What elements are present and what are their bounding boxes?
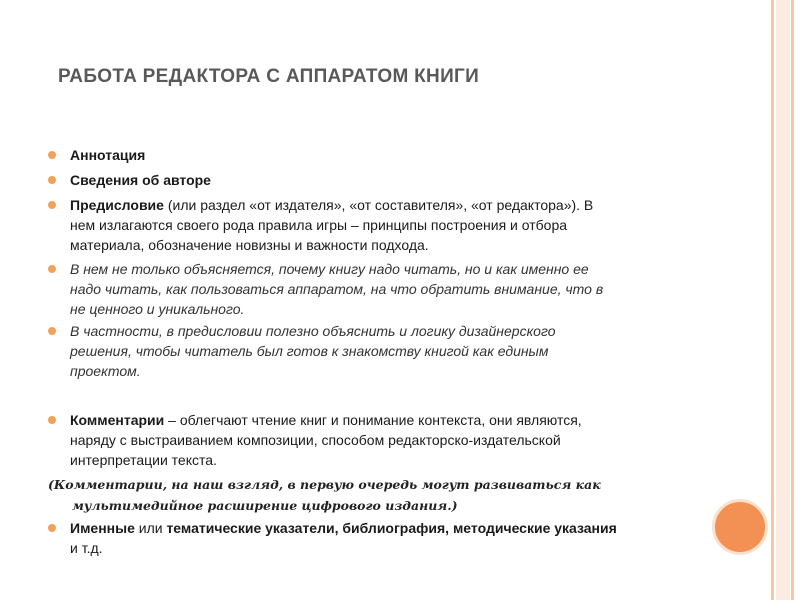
item-preface (70, 195, 593, 255)
bullet-icon (48, 176, 56, 184)
item-indexes (70, 518, 617, 558)
comments-line-3: интерпретации текста. (70, 452, 217, 468)
italic1-line-3: не ценного и уникального. (70, 301, 245, 317)
bullet-icon (48, 151, 56, 159)
indexes-line-1 (70, 518, 617, 538)
item-annotation (70, 145, 145, 165)
italic1-line-2: надо читать, как пользоваться аппаратом, на что обратить внимание, что в (70, 281, 604, 297)
italic2-line-2: решения, чтобы читатель был готов к знакомству книгой как единым (70, 343, 549, 359)
indexes-or: или (134, 520, 167, 536)
comments-line-1 (70, 410, 582, 430)
italic1-line-1: В нем не только объясняется, почему книгу надо читать, но и как именно ее (70, 261, 589, 277)
indexes-bold-1: Именные (70, 520, 135, 536)
author-label: Сведения об авторе (70, 172, 211, 188)
comments-note (48, 474, 698, 516)
stripe-middle (776, 0, 790, 600)
item-italic-1 (70, 259, 603, 319)
decorative-circle (712, 499, 768, 555)
indexes-line-2: и т.д. (70, 540, 103, 556)
comments-label: Комментарии (70, 412, 165, 428)
preface-text: (или раздел «от издателя», «от составителя», «от редактора»). В (163, 197, 594, 213)
comments-text: – облегчают чтение книг и понимание контекста, они являются, (164, 412, 582, 428)
preface-line-1 (70, 195, 593, 215)
item-comments (70, 410, 582, 470)
note-line-1: (Комментарии, на наш взгляд, в первую очередь могут развиваться как (48, 477, 601, 492)
stripe-left (771, 0, 774, 600)
bullet-icon (48, 524, 56, 532)
note-line-2: мультимедийное расширение цифрового издания.) (72, 498, 458, 513)
item-italic-2 (70, 321, 556, 381)
preface-label: Предисловие (70, 197, 164, 213)
italic2-line-1: В частности, в предисловии полезно объяснить и логику дизайнерского (70, 323, 556, 339)
bullet-icon (48, 416, 56, 424)
comments-line-2: наряду с выстраиванием композиции, способом редакторско-издательской (70, 432, 561, 448)
bullet-icon (48, 327, 56, 335)
slide-title: РАБОТА РЕДАКТОРА С АППАРАТОМ КНИГИ (58, 66, 480, 87)
bullet-icon (48, 201, 56, 209)
indexes-bold-2: тематические указатели, библиография, методические указания (166, 520, 617, 536)
italic2-line-3: проектом. (70, 363, 141, 379)
annotation-label: Аннотация (70, 147, 146, 163)
bullet-icon (48, 265, 56, 273)
stripe-right (791, 0, 794, 600)
preface-line-3: материала, обозначение новизны и важности подхода. (70, 237, 429, 253)
item-author (70, 170, 211, 190)
preface-line-2: нем излагаются своего рода правила игры – принципы построения и отбора (70, 217, 568, 233)
